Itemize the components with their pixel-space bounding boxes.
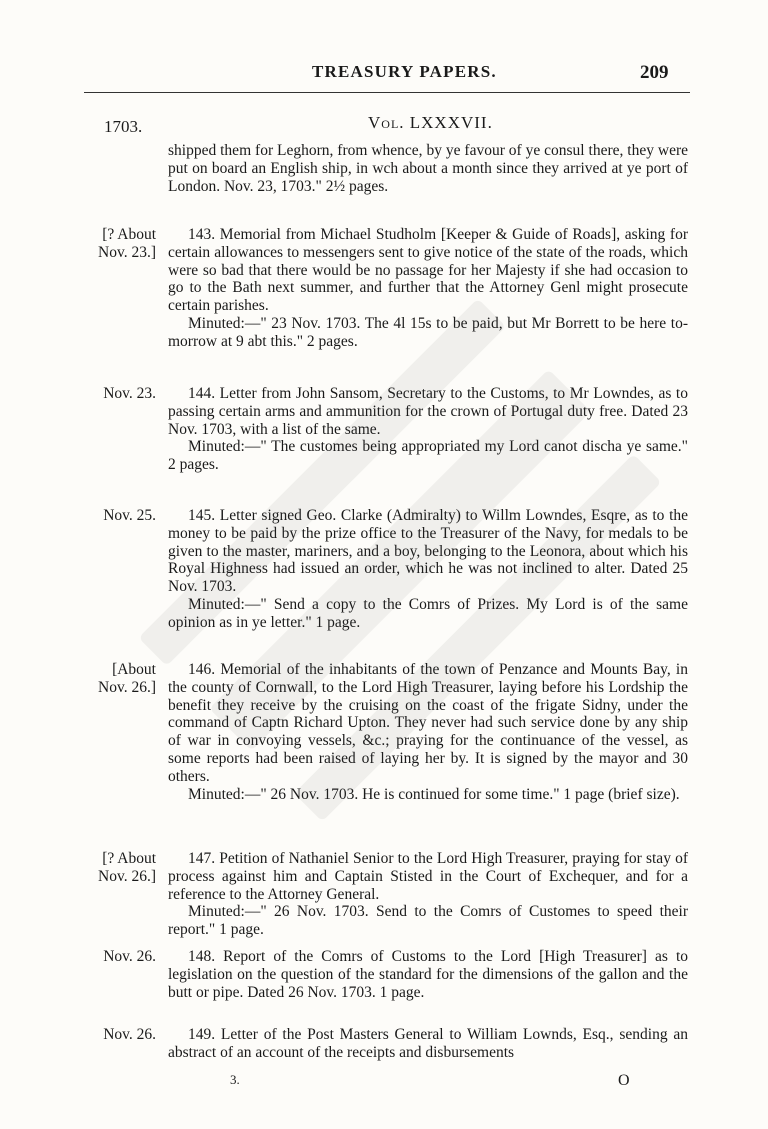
entry-body: [168, 226, 688, 351]
entry-body: [168, 385, 688, 474]
entry-date: Nov. 26.: [103, 1026, 156, 1043]
entry-minute: Minuted:—" 23 Nov. 1703. The 4l 15s to be paid, but Mr Borrett to be here to-morrow at 9 abt this." 2 pages.: [168, 314, 688, 350]
running-title: TREASURY PAPERS.: [312, 62, 497, 81]
entry-date: [? About Nov. 26.]: [98, 850, 156, 885]
entry-minute: Minuted:—" The customes being appropriated my Lord canot discha ye same." 2 pages.: [168, 438, 688, 474]
year-label: 1703.: [104, 117, 143, 136]
entry-date: [About Nov. 26.]: [98, 661, 156, 696]
entry-paragraph: 147. Petition of Nathaniel Senior to the Lord High Treasurer, praying for stay of process against him and Captain Stisted in the Court of Exchequer, and for a reference to the Attorney General.: [168, 850, 688, 903]
entry-body: [168, 850, 688, 939]
entry-body: [168, 1026, 688, 1062]
entry-paragraph: 149. Letter of the Post Masters General to William Lownds, Esq., sending an abstract of an account of the receipts and disbursements: [168, 1026, 688, 1061]
header-rule: [84, 92, 690, 93]
entry-paragraph: 143. Memorial from Michael Studholm [Keeper & Guide of Roads], asking for certain allowances to messengers sent to give notice of the state of the roads, which were so bad that there would be no passage for her Majesty if she had occasion to go to the Bath next summer, and further that the Attorney Genl might prosecute certain parishes.: [168, 226, 688, 315]
running-head: [0, 62, 768, 88]
entry-paragraph: 145. Letter signed Geo. Clarke (Admiralty) to Willm Lowndes, Esqre, as to the money to be paid by the prize office to the Treasurer of the Navy, for medals to be given to the master, mariners, and a boy, belonging to the Leonora, about which his Royal Highness had issued an order, which he was not inclined to alter. Dated 25 Nov. 1703.: [168, 507, 688, 596]
entry-date: [? About Nov. 23.]: [98, 226, 156, 261]
page-number: 209: [640, 62, 669, 83]
entry-date: Nov. 25.: [103, 507, 156, 524]
signature-letter: O: [618, 1072, 630, 1089]
entry-paragraph: 146. Memorial of the inhabitants of the town of Penzance and Mounts Bay, in the county of Cornwall, to the Lord High Treasurer, laying before his Lordship the benefit they receive by the cruising on the coast of the frigate Sidny, under the command of Captn Richard Upton. They never had such service done by any ship of war in convoying vessels, &c.; praying for the continuance of the vessel, as some reports had been raised of laying her by. It is signed by the mayor and 30 others.: [168, 661, 688, 785]
entry-body: [168, 142, 688, 195]
entry-paragraph: shipped them for Leghorn, from whence, by ye favour of ye consul there, they were put on board an English ship, in wch about a month since they arrived at ye port of London. Nov. 23, 1703." 2½ pages.: [168, 142, 688, 195]
entry-minute: Minuted:—" 26 Nov. 1703. He is continued for some time." 1 page (brief size).: [188, 785, 680, 803]
entry-body: [168, 661, 688, 803]
entry-paragraph: 148. Report of the Comrs of Customs to the Lord [High Treasurer] as to legislation on the question of the standard for the dimensions of the gallon and the butt or pipe. Dated 26 Nov. 1703. 1 page.: [168, 948, 688, 1001]
entry-body: [168, 948, 688, 1001]
entry-minute: Minuted:—" Send a copy to the Comrs of Prizes. My Lord is of the same opinion as in ye letter." 1 page.: [168, 595, 688, 631]
signature-mark: 3.: [230, 1072, 240, 1087]
entry-body: [168, 507, 688, 632]
entry-date: Nov. 23.: [103, 385, 156, 402]
volume-label: Vol. LXXXVII.: [368, 113, 493, 132]
volume-line: [0, 113, 768, 137]
entry-paragraph: 144. Letter from John Sansom, Secretary to the Customs, to Mr Lowndes, as to passing certain arms and ammunition for the crown of Portugal duty free. Dated 23 Nov. 1703, with a list of the same.: [168, 385, 688, 438]
entry-minute: Minuted:—" 26 Nov. 1703. Send to the Comrs of Customes to speed their report." 1 page.: [168, 903, 688, 939]
entry-date: Nov. 26.: [103, 948, 156, 965]
